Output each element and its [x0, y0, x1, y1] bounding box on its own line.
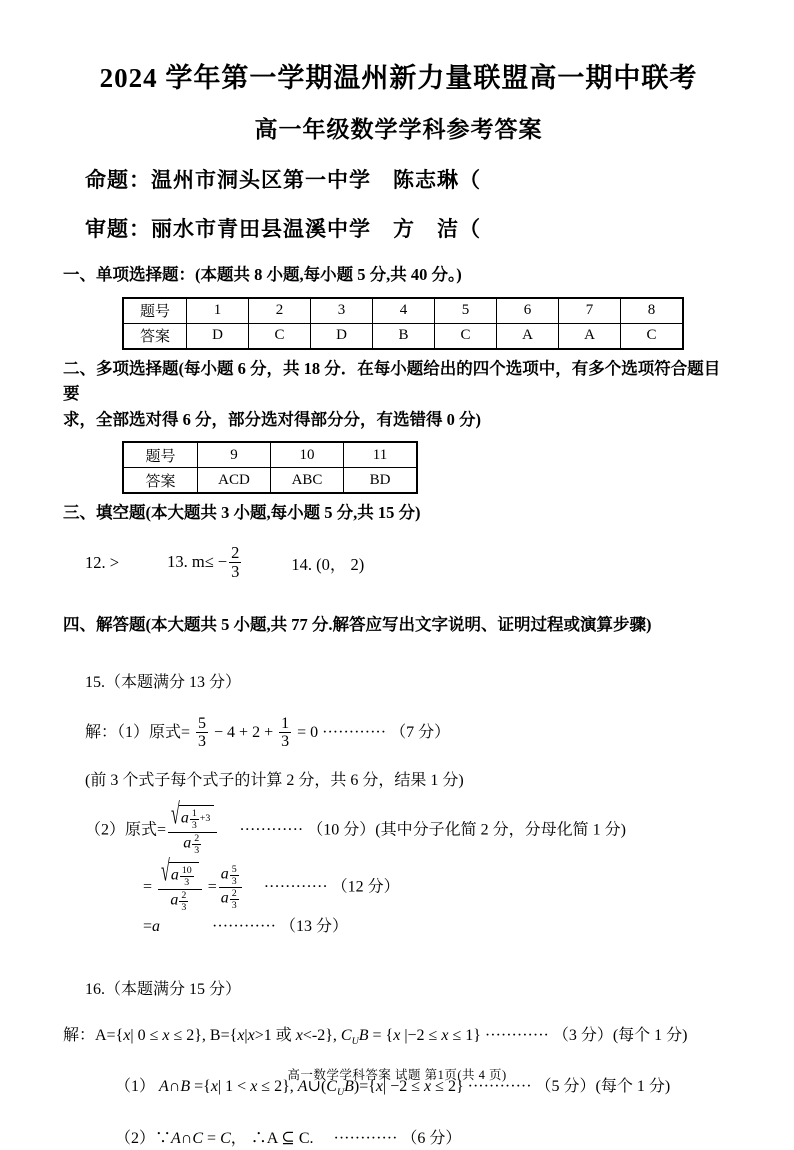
math-variable: A	[297, 1078, 308, 1096]
math-variable: U	[336, 1087, 345, 1099]
math-variable: x	[250, 1078, 258, 1096]
q16-line3: （2）∵A∩C = C， ∴A ⊆ C. ············ （6 分）	[115, 1129, 462, 1147]
answer-cell: C	[435, 323, 497, 349]
q15-note1: (前 3 个式子每个式子的计算 2 分，共 6 分，结果 1 分)	[85, 772, 464, 790]
math-fraction: $\frac{2}{3}$	[231, 542, 240, 582]
answer-cell: ACD	[198, 468, 271, 494]
math-variable: x	[162, 1026, 170, 1044]
question-number: 10	[271, 442, 344, 468]
answer-cell: C	[249, 323, 311, 349]
page-subtitle: 高一年级数学学科参考答案	[254, 117, 543, 142]
math-fraction: $\frac{5}{3}$	[198, 714, 207, 751]
math-superscript	[179, 865, 195, 888]
row-label-answer: 答案	[123, 468, 198, 494]
math-variable: C	[326, 1078, 337, 1096]
math-variable: a	[220, 865, 229, 883]
math-variable: a	[220, 889, 229, 907]
math-variable: x	[123, 1026, 131, 1044]
math-variable: x	[295, 1026, 303, 1044]
math-variable: C	[340, 1026, 352, 1044]
fill-blank-answers	[85, 544, 734, 582]
question-number: 3	[311, 298, 373, 324]
math-variable: a	[170, 891, 179, 909]
question-number: 1	[187, 298, 249, 324]
row-label-number: 题号	[123, 442, 198, 468]
page-title: 2024 学年第一学期温州新力量联盟高一期中联考	[99, 63, 698, 93]
math-variable: U	[351, 1035, 359, 1047]
math-superscript	[191, 833, 202, 856]
question-number: 4	[373, 298, 435, 324]
math-variable: B	[358, 1026, 369, 1044]
answer-cell: BD	[344, 468, 418, 494]
q14-answer: 14. (0， 2)	[291, 554, 365, 574]
q15-step3: = √ a $^{\frac{10}{3}}$ a $^{\frac{2}{3}}$ = a $^{\frac{5}{3}}$ a $^{\frac{2}{3}}$ ············ （12 分）	[143, 856, 400, 914]
math-variable: x	[441, 1026, 449, 1044]
math-superscript	[229, 864, 240, 887]
q16-heading: 16.（本题满分 15 分）	[85, 981, 242, 999]
math-variable: A	[159, 1078, 169, 1096]
section-fill-blank-heading: 三、填空题(本大题共 3 小题,每小题 5 分,共 15 分)	[63, 503, 421, 523]
math-superscript	[178, 890, 189, 913]
question-number: 8	[621, 298, 684, 324]
math-fraction: 2 3	[181, 889, 187, 914]
radical-sign-icon: √	[161, 856, 170, 889]
question-number: 6	[497, 298, 559, 324]
q15-step2: （2）原式= √ a $^{\frac{1}{3} +3}$ a $^{\frac{2}{3}}$ ············ （10 分）(其中分子化简 2 分，分母化简 1 分)	[85, 799, 626, 856]
math-fraction: $\frac{1}{3}$	[191, 807, 197, 831]
math-radical	[171, 799, 214, 831]
math-variable: x	[210, 1078, 218, 1096]
question-number: 7	[559, 298, 621, 324]
single-choice-answer-table	[122, 297, 684, 350]
page-footer: 高一数学学科答案 试题 第1页(共 4 页)	[287, 1068, 507, 1082]
math-fraction: 10 3	[181, 864, 192, 888]
math-variable: C	[192, 1129, 204, 1147]
table-row-numbers	[123, 442, 417, 468]
section-multi-choice-heading-line1: 二、多项选择题(每小题 6 分，共 18 分．在每小题给出的四个选项中，有多个选项符合题目要	[63, 358, 721, 404]
math-variable: x	[424, 1078, 432, 1096]
math-fraction: 2 3	[194, 832, 200, 856]
proposer-line: 命题：温州市洞头区第一中学 陈志琳（	[85, 168, 481, 192]
reviewer-line: 审题：丽水市青田县温溪中学 方 洁（	[85, 217, 481, 241]
math-fraction: 2 3	[231, 888, 237, 912]
q12-answer: 12. >	[85, 552, 120, 572]
math-radical	[161, 856, 199, 889]
math-variable: B	[180, 1078, 191, 1096]
math-variable: a	[170, 866, 179, 884]
section-single-choice-heading: 一、单项选择题：(本题共 8 小题,每小题 5 分,共 40 分。)	[63, 265, 462, 284]
math-fraction	[158, 856, 202, 914]
answer-cell: D	[187, 323, 249, 349]
math-variable: a	[180, 808, 189, 826]
math-variable: x	[237, 1026, 245, 1044]
q13-answer: 13. m≤ − $\frac{2}{3}$	[167, 542, 240, 582]
math-variable: x	[375, 1078, 384, 1096]
answer-cell: A	[497, 323, 559, 349]
section-solutions-heading: 四、解答题(本大题共 5 小题,共 77 分.解答应写出文字说明、证明过程或演算步骤)	[63, 614, 652, 634]
math-superscript	[229, 888, 240, 911]
row-label-number: 题号	[123, 298, 187, 324]
answer-cell: A	[559, 323, 621, 349]
answer-cell: C	[621, 323, 684, 349]
math-variable: x	[393, 1026, 401, 1044]
answer-cell: ABC	[271, 468, 344, 494]
q15-step4: =a ············ （13 分）	[143, 918, 348, 936]
math-fraction: 5 3	[231, 863, 237, 887]
math-variable: A	[171, 1129, 181, 1147]
table-row-numbers	[123, 298, 683, 324]
question-number: 11	[344, 442, 418, 468]
q15-step1: 解：（1）原式= $\frac{5}{3}$ − 4 + 2 + $\frac{1}{3}$ = 0 ············ （7 分）	[85, 714, 451, 751]
table-row-answers	[123, 323, 683, 349]
math-superscript: 1 3 +3	[191, 807, 211, 831]
math-variable: a	[183, 833, 192, 851]
math-fraction	[219, 864, 242, 911]
answer-cell: D	[311, 323, 373, 349]
math-fraction: $\frac{1}{3}$	[281, 714, 290, 751]
table-row-answers	[123, 468, 417, 494]
math-variable: C	[220, 1129, 231, 1147]
q15-heading: 15.（本题满分 13 分）	[85, 674, 242, 692]
question-number: 2	[249, 298, 311, 324]
answer-cell: B	[373, 323, 435, 349]
q16-line2: （1） A∩B ={x| 1 < x ≤ 2}, $A\cup(C_UB)=\{x| -2 \le x \le 2\}$ ············ （5 分）(每个 1 分)	[115, 1078, 671, 1099]
math-variable: x	[247, 1026, 255, 1044]
math-subscript	[352, 1036, 359, 1047]
section-multi-choice-heading-line2: 求，全部选对得 6 分，部分选对得部分分，有选错得 0 分)	[63, 409, 481, 429]
question-number: 5	[435, 298, 497, 324]
math-variable: a	[152, 918, 161, 936]
multi-choice-answer-table	[122, 441, 418, 494]
row-label-answer: 答案	[123, 323, 187, 349]
math-variable: B	[344, 1078, 354, 1096]
q16-line1: 解：A={x| 0 ≤ x ≤ 2}, B={x|x>1 或 x<-2}, $C_UB = \{x$ |−2 ≤ x ≤ 1} ············ （3 分）(每个 1 分)	[63, 1026, 688, 1047]
math-fraction	[168, 799, 217, 856]
radical-sign-icon: √	[171, 799, 180, 831]
question-number: 9	[198, 442, 271, 468]
